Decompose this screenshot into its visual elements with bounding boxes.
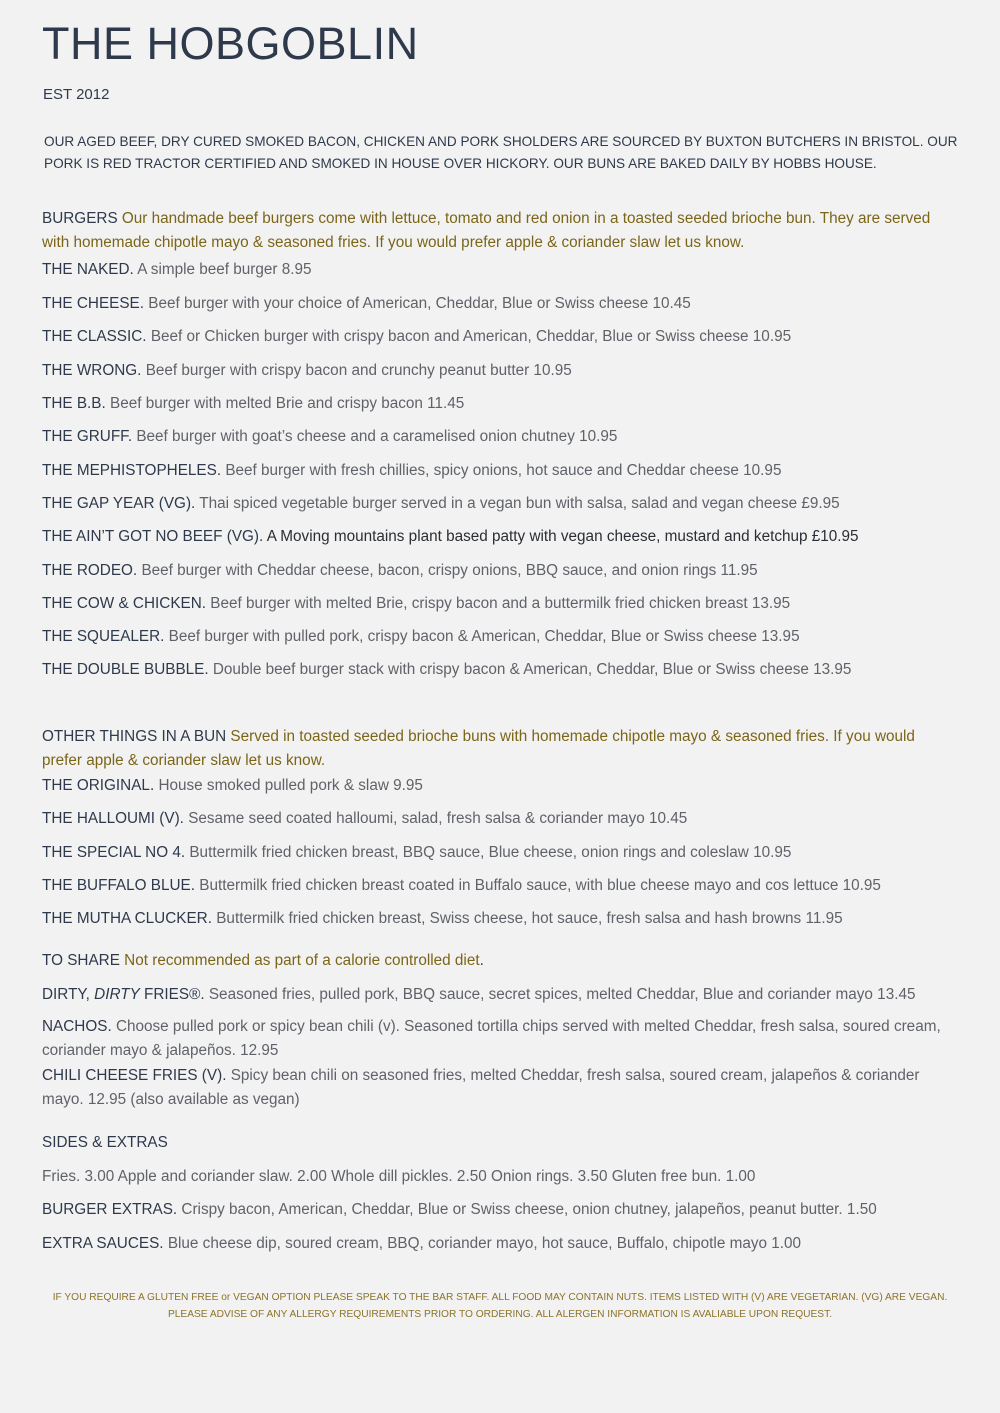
item-name-italic: DIRTY: [94, 986, 140, 1003]
share-note-period: .: [479, 952, 484, 969]
menu-item: [42, 841, 791, 865]
menu-item: [42, 258, 312, 282]
share-heading: TO SHARE: [42, 952, 120, 969]
item-name: THE MEPHISTOPHELES.: [42, 462, 222, 479]
menu-item: [42, 625, 800, 649]
item-name: THE GAP YEAR (VG).: [42, 495, 196, 512]
menu-item: [42, 359, 572, 383]
item-description: Beef burger with crispy bacon and crunchy peanut butter 10.95: [145, 362, 572, 379]
established-year: EST 2012: [43, 86, 110, 103]
share-section-header: [42, 949, 484, 973]
item-description: Thai spiced vegetable burger served in a vegan bun with salsa, salad and vegan cheese £9.95: [199, 495, 840, 512]
restaurant-title: THE HOBGOBLIN: [42, 18, 419, 69]
item-name: THE COW & CHICKEN.: [42, 595, 207, 612]
item-description: Beef or Chicken burger with crispy bacon and American, Cheddar, Blue or Swiss cheese 10.95: [150, 328, 792, 345]
menu-item: [42, 807, 687, 831]
sides-list: Fries. 3.00 Apple and coriander slaw. 2.00 Whole dill pickles. 2.50 Onion rings. 3.50 Gluten free bun. 1.00: [42, 1168, 756, 1185]
menu-item: [42, 392, 464, 416]
item-description: Beef burger with melted Brie, crispy bacon and a buttermilk fried chicken breast 13.95: [210, 595, 791, 612]
item-description: Spicy bean chili on seasoned fries, melted Cheddar, fresh salsa, soured cream, jalapeños & coriander mayo. 12.95 (also available as vegan): [42, 1067, 920, 1108]
sides-heading: SIDES & EXTRAS: [42, 1134, 168, 1151]
menu-item: [42, 658, 851, 682]
menu-item: [42, 525, 859, 549]
item-description: House smoked pulled pork & slaw 9.95: [158, 777, 423, 794]
item-description: A Moving mountains plant based patty with vegan cheese, mustard and ketchup £10.95: [266, 528, 859, 545]
item-name: THE GRUFF.: [42, 428, 133, 445]
item-name: THE DOUBLE BUBBLE.: [42, 661, 209, 678]
item-name: NACHOS.: [42, 1018, 112, 1035]
menu-item: [42, 983, 915, 1007]
item-name: EXTRA SAUCES.: [42, 1235, 164, 1252]
item-name: THE ORIGINAL.: [42, 777, 155, 794]
item-name: THE SPECIAL NO 4.: [42, 844, 186, 861]
item-description: Beef burger with goat’s cheese and a caramelised onion chutney 10.95: [136, 428, 618, 445]
item-description: Beef burger with pulled pork, crispy bacon & American, Cheddar, Blue or Swiss cheese 13.95: [168, 628, 800, 645]
bun-heading: OTHER THINGS IN A BUN: [42, 728, 227, 745]
item-name-part: FRIES®.: [144, 986, 205, 1003]
menu-item: [42, 459, 781, 483]
menu-item: [42, 1015, 942, 1063]
item-description: Seasoned fries, pulled pork, BBQ sauce, secret spices, melted Cheddar, Blue and coriander mayo 13.45: [208, 986, 916, 1003]
item-name: THE SQUEALER.: [42, 628, 165, 645]
item-name: THE BUFFALO BLUE.: [42, 877, 196, 894]
menu-item: [42, 325, 791, 349]
bun-section-header: [42, 725, 942, 773]
item-description: Choose pulled pork or spicy bean chili (v). Seasoned tortilla chips served with melted Cheddar, fresh salsa, soured cream, coriander mayo & jalapeños. 12.95: [42, 1018, 941, 1059]
burgers-section-header: [42, 207, 942, 255]
item-description: Beef burger with your choice of American, Cheddar, Blue or Swiss cheese 10.45: [148, 295, 691, 312]
burgers-note: Our handmade beef burgers come with lettuce, tomato and red onion in a toasted seeded brioche bun. They are served with homemade chipotle mayo & seasoned fries. If you would prefer apple & coriander slaw let us know.: [42, 210, 931, 251]
item-name: THE B.B.: [42, 395, 106, 412]
menu-item: [42, 1232, 801, 1256]
menu-item: [42, 425, 617, 449]
item-name-part: DIRTY,: [42, 986, 90, 1003]
item-name: CHILI CHEESE FRIES (V).: [42, 1067, 227, 1084]
bun-note: Served in toasted seeded brioche buns with homemade chipotle mayo & seasoned fries. If you would prefer apple & coriander slaw let us know.: [42, 728, 915, 769]
item-name: THE HALLOUMI (V).: [42, 810, 184, 827]
sourcing-intro: OUR AGED BEEF, DRY CURED SMOKED BACON, CHICKEN AND PORK SHOLDERS ARE SOURCED BY BUXTON BUTCHERS IN BRISTOL. OUR PORK IS RED TRACTOR CERTIFIED AND SMOKED IN HOUSE OVER HICKORY. OUR BUNS ARE BAKED DAILY BY HOBBS HOUSE.: [44, 134, 958, 171]
item-name: THE CHEESE.: [42, 295, 144, 312]
item-description: Beef burger with fresh chillies, spicy onions, hot sauce and Cheddar cheese 10.95: [225, 462, 782, 479]
item-description: Buttermilk fried chicken breast coated in Buffalo sauce, with blue cheese mayo and cos lettuce 10.95: [199, 877, 881, 894]
allergy-notice: IF YOU REQUIRE A GLUTEN FREE or VEGAN OPTION PLEASE SPEAK TO THE BAR STAFF. ALL FOOD MAY CONTAIN NUTS. ITEMS LISTED WITH (V) ARE VEGETARIAN. (VG) ARE VEGAN. PLEASE ADVISE OF ANY ALLERGY REQUIREMENTS PRIOR TO ORDERING. ALL ALERGEN INFORMATION IS AVALIABLE UPON REQUEST.: [52, 1292, 948, 1320]
item-description: Buttermilk fried chicken breast, BBQ sauce, Blue cheese, onion rings and coleslaw 10.95: [189, 844, 792, 861]
item-description: Double beef burger stack with crispy bacon & American, Cheddar, Blue or Swiss cheese 13.95: [212, 661, 852, 678]
menu-item: [42, 874, 881, 898]
menu-item: [42, 907, 843, 931]
menu-item: [42, 592, 790, 616]
item-name: THE AIN’T GOT NO BEEF (VG).: [42, 528, 264, 545]
item-description: Blue cheese dip, soured cream, BBQ, coriander mayo, hot sauce, Buffalo, chipotle mayo 1.00: [167, 1235, 802, 1252]
item-name: THE WRONG.: [42, 362, 142, 379]
menu-item: [42, 1198, 877, 1222]
menu-item: [42, 559, 758, 583]
item-description: Beef burger with Cheddar cheese, bacon, crispy onions, BBQ sauce, and onion rings 11.95: [141, 562, 758, 579]
item-name: THE CLASSIC.: [42, 328, 147, 345]
item-name: [42, 986, 205, 1003]
item-name: THE NAKED.: [42, 261, 134, 278]
menu-item: [42, 774, 423, 798]
menu-item: [42, 1064, 942, 1112]
item-description: Beef burger with melted Brie and crispy bacon 11.45: [110, 395, 465, 412]
item-description: Crispy bacon, American, Cheddar, Blue or Swiss cheese, onion chutney, jalapeños, peanut butter. 1.50: [181, 1201, 877, 1218]
item-description: A simple beef burger 8.95: [137, 261, 312, 278]
menu-item: [42, 492, 840, 516]
burgers-heading: BURGERS: [42, 210, 118, 227]
item-name: THE MUTHA CLUCKER.: [42, 910, 212, 927]
item-name: BURGER EXTRAS.: [42, 1201, 178, 1218]
item-description: Sesame seed coated halloumi, salad, fresh salsa & coriander mayo 10.45: [188, 810, 688, 827]
share-note: Not recommended as part of a calorie controlled diet: [124, 952, 480, 969]
menu-item: [42, 292, 691, 316]
item-description: Buttermilk fried chicken breast, Swiss cheese, hot sauce, fresh salsa and hash browns 11.95: [216, 910, 843, 927]
item-name: THE RODEO.: [42, 562, 138, 579]
